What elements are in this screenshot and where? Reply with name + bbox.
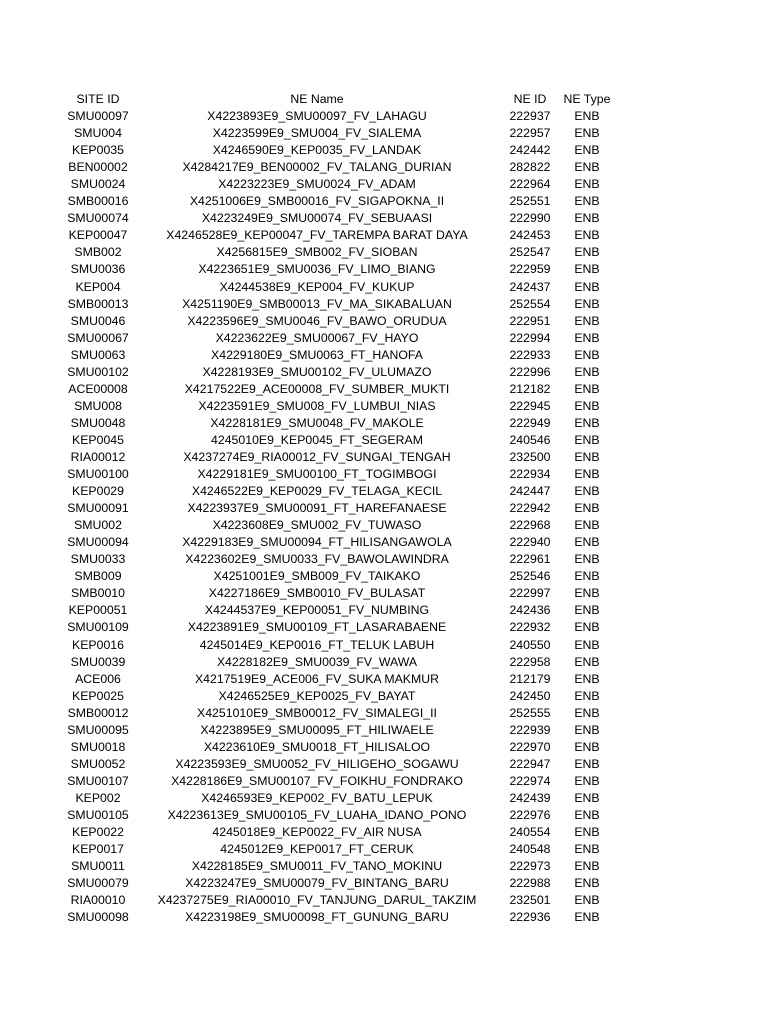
cell-ne-type: ENB (574, 126, 600, 141)
cell-ne-id: 222932 (509, 620, 551, 635)
cell-ne-name: X4228182E9_SMU0039_FV_WAWA (216, 654, 418, 669)
cell-ne-name: X4244537E9_KEP00051_FV_NUMBING (204, 603, 430, 618)
cell-ne-id: 240546 (509, 432, 551, 447)
cell-ne-name: X4223596E9_SMU0046_FV_BAWO_ORUDUA (187, 313, 447, 328)
cell-site-id: SMB009 (74, 569, 122, 584)
cell-ne-type: ENB (574, 364, 600, 379)
table-row (0, 568, 768, 585)
cell-ne-name: X4223198E9_SMU00098_FT_GUNUNG_BARU (185, 910, 449, 925)
table-row (0, 108, 768, 125)
table-row (0, 296, 768, 313)
cell-ne-id: 242437 (509, 279, 551, 294)
cell-ne-type: ENB (574, 262, 600, 277)
cell-ne-type: ENB (574, 296, 600, 311)
cell-site-id: KEP0016 (72, 637, 124, 652)
cell-ne-id: 282822 (509, 160, 551, 175)
cell-ne-id: 222949 (509, 415, 551, 430)
cell-ne-id: 222959 (509, 262, 551, 277)
cell-ne-id: 222961 (509, 552, 551, 567)
cell-ne-name: X4229183E9_SMU00094_FT_HILISANGAWOLA (182, 535, 452, 550)
cell-ne-type: ENB (574, 313, 600, 328)
cell-site-id: SMU0039 (70, 654, 126, 669)
cell-site-id: SMB00013 (67, 296, 129, 311)
cell-ne-id: 222976 (509, 807, 551, 822)
cell-ne-name: X4223608E9_SMU002_FV_TUWASO (212, 518, 422, 533)
cell-ne-name: X4223249E9_SMU00074_FV_SEBUAASI (201, 211, 433, 226)
cell-ne-id: 222964 (509, 177, 551, 192)
cell-ne-type: ENB (574, 842, 600, 857)
cell-ne-id: 222990 (509, 211, 551, 226)
cell-ne-id: 252547 (509, 245, 551, 260)
cell-ne-name: X4223891E9_SMU00109_FT_LASARABAENE (187, 620, 447, 635)
cell-ne-type: ENB (574, 177, 600, 192)
cell-site-id: KEP004 (75, 279, 121, 294)
cell-ne-name: X4223599E9_SMU004_FV_SIALEMA (212, 126, 422, 141)
cell-ne-id: 212179 (509, 671, 551, 686)
cell-ne-name: X4227186E9_SMB0010_FV_BULASAT (208, 586, 426, 601)
cell-ne-name: 4245014E9_KEP0016_FT_TELUK LABUH (199, 637, 435, 652)
cell-ne-type: ENB (574, 432, 600, 447)
cell-ne-name: X4223247E9_SMU00079_FV_BINTANG_BARU (185, 876, 449, 891)
cell-ne-type: ENB (574, 637, 600, 652)
cell-ne-id: 222940 (509, 535, 551, 550)
cell-ne-type: ENB (574, 859, 600, 874)
cell-site-id: SMU0063 (70, 347, 126, 362)
table-row (0, 637, 768, 654)
cell-site-id: KEP0035 (72, 143, 124, 158)
cell-ne-name: 4245010E9_KEP0045_FT_SEGERAM (211, 432, 423, 447)
cell-ne-id: 222951 (509, 313, 551, 328)
table-row (0, 858, 768, 875)
cell-site-id: KEP002 (75, 790, 121, 805)
cell-ne-id: 212182 (509, 381, 551, 396)
cell-ne-type: ENB (574, 381, 600, 396)
table-row (0, 466, 768, 483)
cell-site-id: SMB00012 (67, 705, 129, 720)
cell-ne-name: X4246528E9_KEP00047_FV_TAREMPA BARAT DAYA (166, 228, 468, 243)
table-row (0, 807, 768, 824)
cell-site-id: ACE00008 (68, 381, 128, 396)
cell-site-id: SMU00079 (67, 876, 129, 891)
table-row (0, 381, 768, 398)
cell-ne-name: X4223613E9_SMU00105_FV_LUAHA_IDANO_PONO (167, 807, 467, 822)
cell-site-id: SMU0018 (70, 739, 126, 754)
cell-ne-type: ENB (574, 330, 600, 345)
table-row (0, 619, 768, 636)
cell-ne-type: ENB (574, 211, 600, 226)
cell-site-id: ACE006 (75, 671, 121, 686)
cell-ne-type: ENB (574, 790, 600, 805)
cell-ne-id: 240548 (509, 842, 551, 857)
cell-site-id: SMU0052 (70, 756, 126, 771)
cell-ne-type: ENB (574, 143, 600, 158)
cell-ne-name: X4228181E9_SMU0048_FV_MAKOLE (210, 415, 424, 430)
cell-ne-id: 222933 (509, 347, 551, 362)
cell-site-id: SMU00095 (67, 722, 129, 737)
cell-ne-name: X4251001E9_SMB009_FV_TAIKAKO (213, 569, 421, 584)
cell-ne-name: X4246593E9_KEP002_FV_BATU_LEPUK (201, 790, 433, 805)
table-row (0, 500, 768, 517)
cell-ne-type: ENB (574, 893, 600, 908)
table-row (0, 773, 768, 790)
table-row (0, 125, 768, 142)
table-row (0, 483, 768, 500)
cell-ne-type: ENB (574, 773, 600, 788)
cell-ne-id: 222947 (509, 756, 551, 771)
cell-ne-name: X4284217E9_BEN00002_FV_TALANG_DURIAN (182, 160, 452, 175)
cell-ne-type: ENB (574, 739, 600, 754)
cell-site-id: KEP00051 (68, 603, 128, 618)
cell-site-id: SMB00016 (67, 194, 129, 209)
cell-site-id: SMU0011 (71, 859, 125, 874)
cell-ne-id: 252554 (509, 296, 551, 311)
table-row (0, 909, 768, 926)
table-row (0, 347, 768, 364)
table-row (0, 585, 768, 602)
cell-site-id: SMU00109 (67, 620, 129, 635)
cell-site-id: SMU008 (74, 398, 122, 413)
cell-ne-type: ENB (574, 467, 600, 482)
cell-ne-id: 240550 (509, 637, 551, 652)
cell-ne-id: 252555 (509, 705, 551, 720)
cell-ne-id: 222968 (509, 518, 551, 533)
table-row (0, 790, 768, 807)
cell-site-id: KEP0017 (72, 842, 124, 857)
cell-ne-type: ENB (574, 228, 600, 243)
table-row (0, 210, 768, 227)
cell-site-id: SMU00067 (67, 330, 129, 345)
table-row (0, 159, 768, 176)
cell-ne-name: X4217522E9_ACE00008_FV_SUMBER_MUKTI (184, 381, 450, 396)
cell-ne-id: 242439 (509, 790, 551, 805)
table-row (0, 449, 768, 466)
cell-ne-type: ENB (574, 245, 600, 260)
table-row (0, 244, 768, 261)
cell-site-id: SMU0024 (70, 177, 126, 192)
table-row (0, 279, 768, 296)
cell-ne-name: X4251190E9_SMB00013_FV_MA_SIKABALUAN (182, 296, 452, 311)
cell-ne-name: 4245018E9_KEP0022_FV_AIR NUSA (212, 825, 422, 840)
table-row (0, 415, 768, 432)
cell-ne-type: ENB (574, 688, 600, 703)
cell-ne-type: ENB (574, 518, 600, 533)
cell-ne-type: ENB (574, 501, 600, 516)
cell-ne-id: 222945 (509, 398, 551, 413)
table-row (0, 688, 768, 705)
cell-ne-id: 222973 (509, 859, 551, 874)
table-row (0, 739, 768, 756)
cell-ne-id: 232501 (509, 893, 551, 908)
cell-ne-name: X4256815E9_SMB002_FV_SIOBAN (216, 245, 418, 260)
cell-ne-id: 222942 (509, 501, 551, 516)
cell-site-id: SMU00074 (67, 211, 129, 226)
cell-ne-id: 222957 (509, 126, 551, 141)
cell-ne-id: 222970 (509, 739, 551, 754)
cell-ne-id: 252546 (509, 569, 551, 584)
cell-ne-name: X4246522E9_KEP0029_FV_TELAGA_KECIL (191, 484, 443, 499)
cell-ne-type: ENB (574, 398, 600, 413)
cell-ne-type: ENB (574, 910, 600, 925)
table-row (0, 705, 768, 722)
header-ne-type: NE Type (563, 92, 611, 106)
cell-ne-id: 242453 (509, 228, 551, 243)
table-row (0, 227, 768, 244)
cell-ne-name: X4223593E9_SMU0052_FV_HILIGEHO_SOGAWU (175, 756, 459, 771)
cell-ne-name: X4223622E9_SMU00067_FV_HAYO (215, 330, 419, 345)
cell-ne-type: ENB (574, 535, 600, 550)
header-site-id: SITE ID (76, 92, 120, 106)
cell-ne-type: ENB (574, 109, 600, 124)
cell-site-id: SMU00094 (67, 535, 129, 550)
cell-ne-type: ENB (574, 586, 600, 601)
cell-ne-name: X4223591E9_SMU008_FV_LUMBUI_NIAS (198, 398, 436, 413)
cell-ne-type: ENB (574, 825, 600, 840)
cell-ne-name: X4237274E9_RIA00012_FV_SUNGAI_TENGAH (183, 449, 451, 464)
cell-ne-type: ENB (574, 807, 600, 822)
cell-ne-type: ENB (574, 654, 600, 669)
cell-ne-name: 4245012E9_KEP0017_FT_CERUK (220, 842, 414, 857)
cell-ne-name: X4228193E9_SMU00102_FV_ULUMAZO (202, 364, 432, 379)
cell-ne-name: X4244538E9_KEP004_FV_KUKUP (219, 279, 415, 294)
cell-ne-id: 232500 (509, 449, 551, 464)
cell-ne-type: ENB (574, 722, 600, 737)
cell-site-id: RIA00012 (70, 449, 126, 464)
cell-site-id: SMU00097 (67, 109, 129, 124)
cell-ne-name: X4223651E9_SMU0036_FV_LIMO_BIANG (198, 262, 436, 277)
cell-site-id: BEN00002 (68, 160, 128, 175)
table-row (0, 330, 768, 347)
cell-ne-id: 222936 (509, 910, 551, 925)
cell-ne-type: ENB (574, 279, 600, 294)
table-row (0, 398, 768, 415)
cell-ne-name: X4228185E9_SMU0011_FV_TANO_MOKINU (191, 859, 443, 874)
cell-ne-type: ENB (574, 194, 600, 209)
cell-ne-id: 222934 (509, 467, 551, 482)
cell-ne-id: 240554 (509, 825, 551, 840)
cell-site-id: SMU00107 (67, 773, 129, 788)
cell-ne-type: ENB (574, 705, 600, 720)
cell-ne-type: ENB (574, 449, 600, 464)
cell-ne-id: 222974 (509, 773, 551, 788)
cell-ne-name: X4246590E9_KEP0035_FV_LANDAK (212, 143, 422, 158)
cell-ne-type: ENB (574, 569, 600, 584)
cell-ne-name: X4223610E9_SMU0018_FT_HILISALOO (203, 739, 431, 754)
cell-ne-type: ENB (574, 415, 600, 430)
cell-site-id: SMB002 (74, 245, 122, 260)
header-ne-id: NE ID (513, 92, 547, 106)
cell-site-id: SMU0036 (70, 262, 126, 277)
cell-ne-name: X4229180E9_SMU0063_FT_HANOFA (211, 347, 423, 362)
table-row (0, 602, 768, 619)
cell-site-id: SMU00098 (67, 910, 129, 925)
table-row (0, 517, 768, 534)
table-row (0, 193, 768, 210)
table-body (0, 108, 768, 926)
cell-site-id: SMU0048 (70, 415, 126, 430)
table-row (0, 364, 768, 381)
cell-ne-type: ENB (574, 876, 600, 891)
cell-site-id: SMU00102 (67, 364, 129, 379)
cell-site-id: KEP00047 (68, 228, 128, 243)
cell-site-id: SMU0046 (70, 313, 126, 328)
cell-ne-name: X4223223E9_SMU0024_FV_ADAM (218, 177, 416, 192)
cell-ne-type: ENB (574, 347, 600, 362)
cell-ne-name: X4217519E9_ACE006_FV_SUKA MAKMUR (194, 671, 440, 686)
cell-ne-id: 222996 (509, 364, 551, 379)
cell-ne-name: X4246525E9_KEP0025_FV_BAYAT (218, 688, 416, 703)
table-row (0, 261, 768, 278)
cell-ne-type: ENB (574, 603, 600, 618)
cell-ne-id: 242450 (509, 688, 551, 703)
cell-ne-type: ENB (574, 552, 600, 567)
table-row (0, 176, 768, 193)
cell-ne-name: X4223602E9_SMU0033_FV_BAWOLAWINDRA (185, 552, 449, 567)
header-ne-name: NE Name (290, 92, 344, 106)
cell-ne-id: 242447 (509, 484, 551, 499)
cell-site-id: KEP0029 (72, 484, 124, 499)
cell-ne-name: X4229181E9_SMU00100_FT_TOGIMBOGI (197, 467, 437, 482)
cell-ne-id: 222937 (509, 109, 551, 124)
table-row (0, 671, 768, 688)
table-row (0, 313, 768, 330)
site-table (0, 91, 768, 926)
cell-site-id: SMB0010 (70, 586, 125, 601)
cell-ne-type: ENB (574, 484, 600, 499)
cell-ne-name: X4251010E9_SMB00012_FV_SIMALEGI_II (197, 705, 437, 720)
table-row (0, 892, 768, 909)
cell-ne-id: 222958 (509, 654, 551, 669)
cell-ne-name: X4237275E9_RIA00010_FV_TANJUNG_DARUL_TAKZIM (157, 893, 477, 908)
cell-ne-id: 222939 (509, 722, 551, 737)
cell-ne-type: ENB (574, 160, 600, 175)
cell-ne-id: 222997 (509, 586, 551, 601)
cell-ne-id: 242436 (509, 603, 551, 618)
cell-site-id: RIA00010 (70, 893, 126, 908)
cell-site-id: SMU0033 (70, 552, 126, 567)
cell-ne-name: X4228186E9_SMU00107_FV_FOIKHU_FONDRAKO (171, 773, 463, 788)
table-row (0, 824, 768, 841)
table-row (0, 841, 768, 858)
cell-ne-type: ENB (574, 671, 600, 686)
table-row (0, 142, 768, 159)
cell-ne-name: X4223893E9_SMU00097_FV_LAHAGU (207, 109, 427, 124)
cell-ne-name: X4223937E9_SMU00091_FT_HAREFANAESE (187, 501, 447, 516)
cell-site-id: SMU00100 (67, 467, 129, 482)
table-row (0, 756, 768, 773)
cell-site-id: KEP0022 (72, 825, 124, 840)
cell-site-id: KEP0025 (72, 688, 124, 703)
cell-ne-type: ENB (574, 620, 600, 635)
cell-ne-id: 252551 (509, 194, 551, 209)
table-row (0, 875, 768, 892)
table-row (0, 432, 768, 449)
cell-ne-id: 222994 (509, 330, 551, 345)
cell-site-id: SMU00091 (67, 501, 129, 516)
cell-site-id: SMU002 (74, 518, 122, 533)
cell-ne-name: X4251006E9_SMB00016_FV_SIGAPOKNA_II (189, 194, 445, 209)
cell-site-id: SMU004 (74, 126, 122, 141)
cell-site-id: KEP0045 (72, 432, 124, 447)
table-row (0, 722, 768, 739)
cell-ne-id: 222988 (509, 876, 551, 891)
cell-site-id: SMU00105 (67, 807, 129, 822)
table-header-row (0, 91, 768, 108)
table-row (0, 654, 768, 671)
cell-ne-type: ENB (574, 756, 600, 771)
cell-ne-name: X4223895E9_SMU00095_FT_HILIWAELE (200, 722, 434, 737)
cell-ne-id: 242442 (509, 143, 551, 158)
table-row (0, 551, 768, 568)
table-row (0, 534, 768, 551)
